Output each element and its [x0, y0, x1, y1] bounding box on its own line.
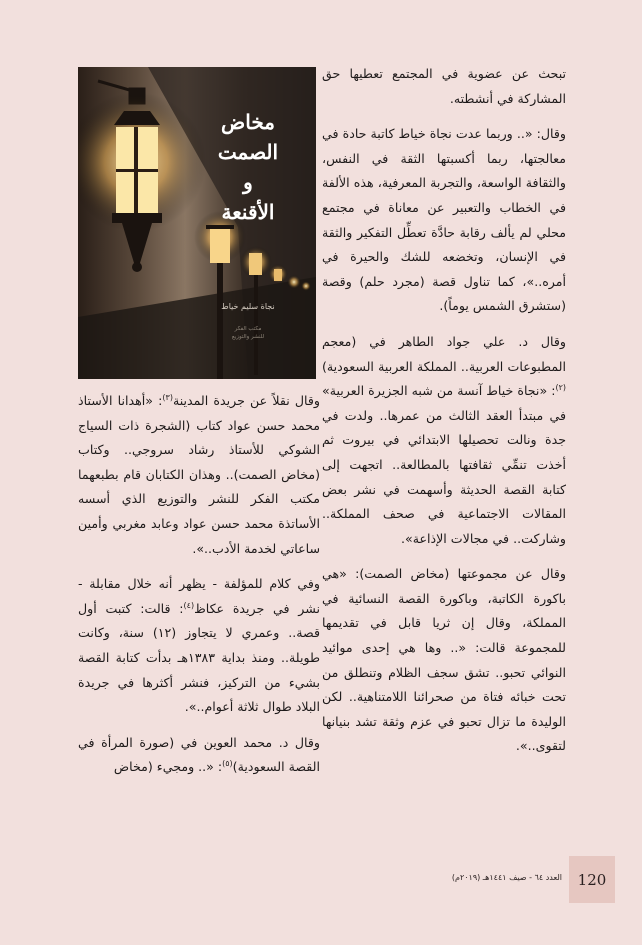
footnote-marker[interactable]: (٤)	[183, 600, 195, 610]
cover-title-line: الأقنعة	[221, 200, 275, 224]
cover-publisher-line: للنشر والتوزيع	[231, 334, 265, 340]
right-paragraph-4: وقال عن مجموعتها (مخاض الصمت): «هي باكورة الكاتبة، وباكورة القصة النسائية في المملكة، وقال إن ثريا قابل في تقديمها للمجموعة قالت: «.. وها هي إحدى موائيد النوائي تحبو.. تشق سجف الظلام وتنطلق من تحت خبائه فتاة من صحرائنا اللامتناهية.. لكن الوليدة ما تزال تحبو في عزم وثقة تشد بنيانها لتقوى..».	[322, 566, 566, 754]
paragraph-text: : «.. ومجيء (مخاض	[113, 759, 223, 775]
cover-publisher	[190, 325, 306, 341]
paragraph-text: وقال نقلاً عن جريدة المدينة	[172, 393, 320, 408]
footnote-marker[interactable]: (٥)	[222, 759, 233, 769]
paragraph-text: : «نجاة خياط آنسة من شبه الجزيرة العربية» في مبتدأ العقد الثالث من عمرها.. ولدت في جدة ونالت تحصيلها الابتدائي في بيروت ثم أخذت تنمِّي ثقافتها بالمطالعة.. اتجهت إلى كتابة القصة الحديثة وأسهمت في نشر بعض المقالات الاجتماعية في صحف المملكة.. وشاركت.. في مجالات الإذاعة».	[322, 383, 566, 546]
cover-publisher-line: مكتب الفكر	[234, 326, 262, 332]
paragraph-text: : «أهدانا الأستاذ محمد حسن عواد كتاب (الشجرة ذات السياج الشوكي للأستاذ رشاد سروجي.. وكتاب (مخاض الصمت).. وهذان الكتابان قام بطبعهما مكتب الفكر للنشر والتوزيع الذي أسسه الأساتذة محمد حسن عواد وعابد مغربي وأمين ساعاتي لخدمة الأدب..».	[78, 393, 320, 556]
book-cover-image	[78, 67, 316, 379]
right-column	[322, 62, 566, 759]
cover-title-line: و	[243, 170, 253, 194]
left-paragraph-1	[78, 389, 320, 561]
right-paragraph-1: تبحث عن عضوية في المجتمع تعطيها حق المشاركة في أنشطته.	[322, 66, 566, 106]
footnote-marker[interactable]: (٢)	[555, 382, 566, 392]
issue-info: العدد ٦٤ - صيف ١٤٤١هـ (٢٠١٩م)	[451, 873, 562, 882]
left-column	[78, 389, 320, 780]
cover-title-line: مخاض الصمت	[217, 110, 279, 164]
footnote-marker[interactable]: (٣)	[162, 392, 173, 402]
cover-author: نجاة سليم خياط	[221, 302, 275, 311]
right-paragraph-2: وقال: «.. وربما عدت نجاة خياط كاتبة حادة في معالجتها، ربما أكسبتها الثقة في النفس، والثقافة الواسعة، والتجربة المعرفية، هذه الألفة في الخطاب والتعبير عن معاناة في مجتمع محلي لم يألف رقابة حادَّة تعطِّل التفكير والثقة في الإنسان، وتخضعه للشك والحيرة في أمره..»، كما تناول قصة (مجرد حلم) وقصة (ستشرق الشمس يوماً).	[322, 126, 566, 314]
right-paragraph-3	[322, 330, 566, 551]
paragraph-text: وفي كلام للمؤلفة - يظهر أنه خلال مقابلة - نشر في جريدة عكاظ	[78, 576, 320, 616]
page-number: 120	[569, 856, 615, 903]
left-paragraph-3	[78, 731, 320, 780]
paragraph-text: وقال د. محمد العوين في (صورة المرأة في القصة السعودية)	[78, 734, 320, 775]
cover-title	[188, 107, 308, 227]
left-paragraph-2	[78, 572, 320, 720]
paragraph-text: : قالت: كتبت أول قصة.. وعمري لا يتجاوز (١٢) سنة، وكانت طويلة.. ومنذ بداية ١٣٨٣هـ بدأت كتابة القصة بشيء من التركيز، فنشر أكثرها في جريدة البلاد طوال ثلاثة أعوام..».	[78, 600, 320, 715]
paragraph-text: وقال د. علي جواد الطاهر في (معجم المطبوعات العربية.. المملكة العربية السعودية)	[322, 333, 566, 374]
